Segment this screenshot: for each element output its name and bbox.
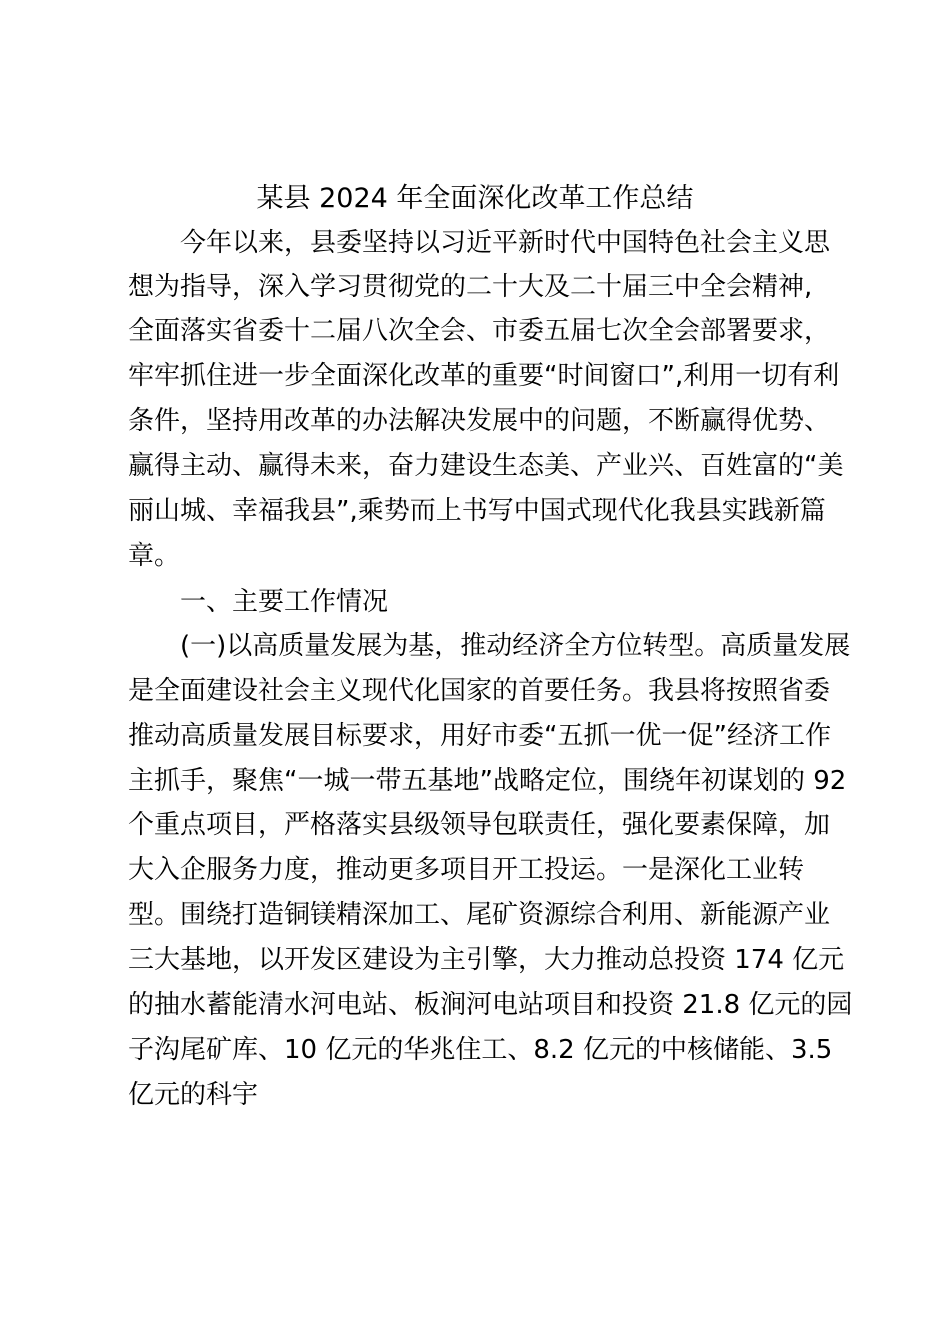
paragraph-2-line-9: 的抽水蓄能清水河电站、板涧河电站项目和投资 21.8 亿元的园 (128, 990, 853, 1020)
paragraph-2-line-11: 亿元的科宇 (128, 1080, 259, 1110)
paragraph-1-line-6: 赢得主动、赢得未来，奋力建设生态美、产业兴、百姓富的“美 (128, 451, 844, 481)
paragraph-2-line-3: 推动高质量发展目标要求，用好市委“五抓一优一促”经济工作 (128, 721, 831, 751)
document-title: 某县 2024 年全面深化改革工作总结 (256, 183, 694, 214)
paragraph-1-line-8: 章。 (128, 541, 181, 571)
paragraph-2-line-6: 大入企服务力度，推动更多项目开工投运。一是深化工业转 (128, 855, 805, 885)
paragraph-1-line-1: 今年以来，县委坚持以习近平新时代中国特色社会主义思 (180, 228, 831, 258)
paragraph-1-line-3: 全面落实省委十二届八次全会、市委五届七次全会部署要求， (128, 316, 831, 346)
paragraph-1-line-5: 条件，坚持用改革的办法解决发展中的问题，不断赢得优势、 (128, 406, 831, 436)
paragraph-2-line-4: 主抓手，聚焦“一城一带五基地”战略定位，围绕年初谋划的 92 (128, 766, 847, 796)
paragraph-2-line-2: 是全面建设社会主义现代化国家的首要任务。我县将按照省委 (128, 676, 831, 706)
paragraph-2-line-1: (一)以高质量发展为基，推动经济全方位转型。高质量发展 (180, 631, 851, 661)
paragraph-1-line-7: 丽山城、幸福我县”,乘势而上书写中国式现代化我县实践新篇 (128, 496, 826, 526)
paragraph-2-line-10: 子沟尾矿库、10 亿元的华兆住工、8.2 亿元的中核储能、3.5 (128, 1035, 833, 1065)
paragraph-1-line-4: 牢牢抓住进一步全面深化改革的重要“时间窗口”,利用一切有利 (128, 361, 840, 391)
paragraph-2-line-7: 型。围绕打造铜镁精深加工、尾矿资源综合利用、新能源产业 (128, 900, 831, 930)
paragraph-2-line-8: 三大基地，以开发区建设为主引擎，大力推动总投资 174 亿元 (128, 945, 845, 975)
paragraph-2-line-5: 个重点项目，严格落实县级领导包联责任，强化要素保障，加 (128, 810, 831, 840)
paragraph-1-line-2: 想为指导，深入学习贯彻党的二十大及二十届三中全会精神, (128, 272, 813, 302)
section-heading: 一、主要工作情况 (180, 587, 389, 617)
